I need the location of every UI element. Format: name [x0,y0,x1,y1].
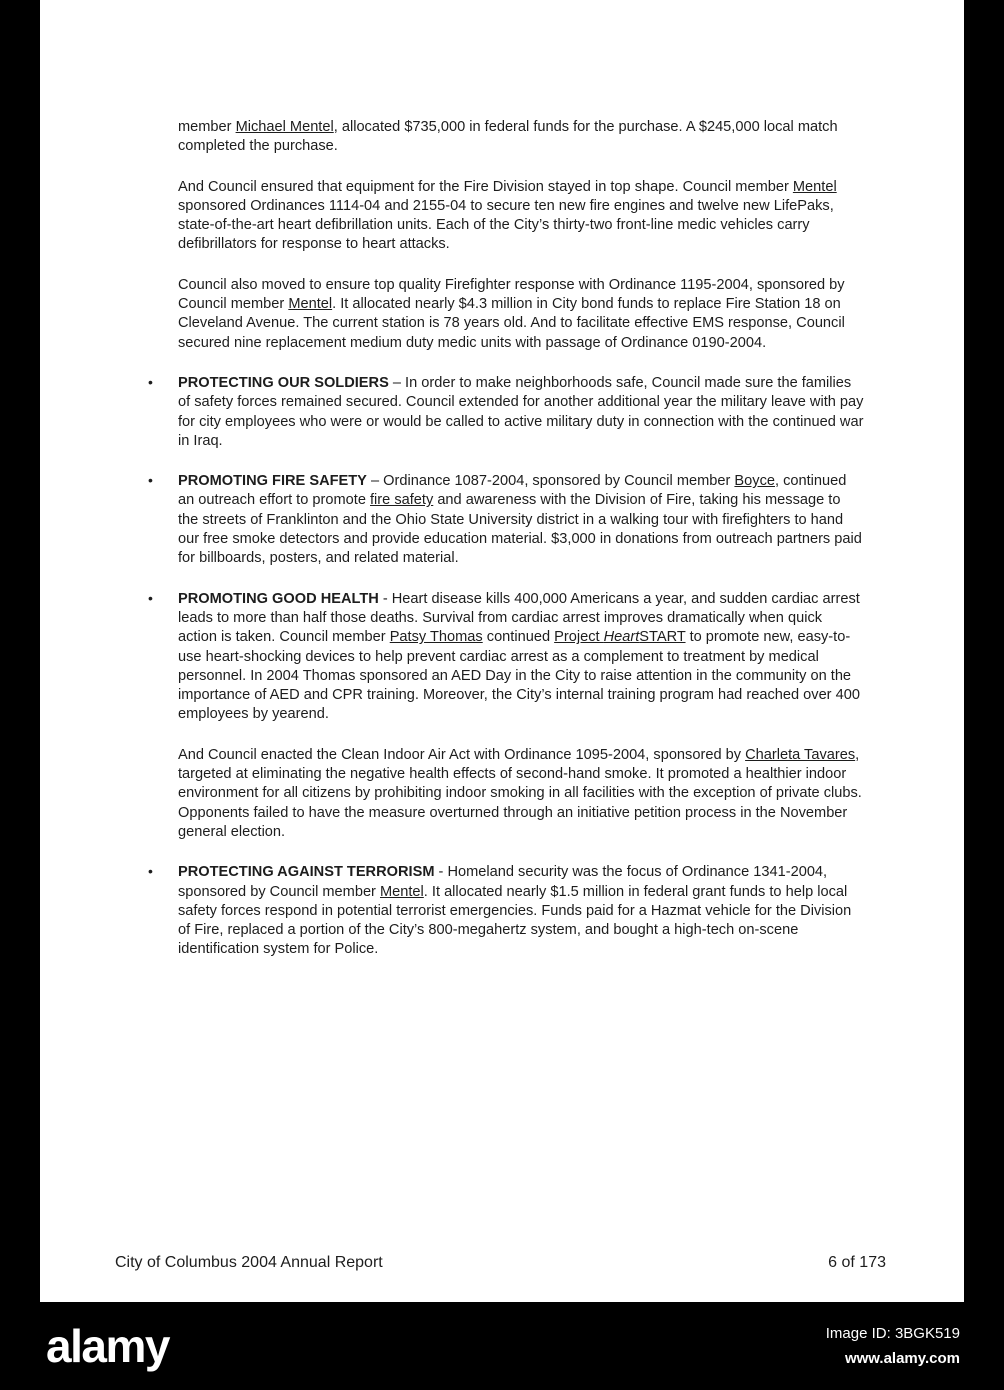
page-footer [115,1254,886,1272]
text-segment: sponsored Ordinances 1114-04 and 2155-04 to secure ten new fire engines and twelve new LifePaks, state-of-the-art heart defibrillation units. Each of the City’s thirty-two front-line medic vehicles carry defibrillators for response to heart attacks. [178,197,834,253]
text-segment: - Heart disease kills 400,000 Americans a year, and sudden cardiac arrest leads to more than half those deaths. Survival from cardiac arrest improves dramatically when quick action is taken. Council member [178,590,860,646]
document-page [40,0,964,1302]
text-segment: Michael Mentel [235,119,334,135]
text-segment: , targeted at eliminating the negative health effects of second-hand smoke. It promoted a healthier indoor environment for all citizens by prohibiting indoor smoking in all facilities with the exception of private clubs. Opponents failed to have the measure overturned through an initiative petition process in the November general election. [178,746,862,840]
paragraph [178,178,864,255]
text-segment: Mentel [792,178,837,195]
document-content [148,118,864,981]
text-segment: and awareness with the Division of Fire, taking his message to the streets of Franklinton and the Ohio State University district in a walking tour with firefighters to hand our free smoke detectors and provide education material. $3,000 in donations from outreach partners paid for billboards, posters, and related material. [178,492,862,567]
right-black-bar [964,0,1004,1302]
text-segment: Heart [603,629,640,646]
bullet-marker-icon: • [148,373,153,390]
bullet-item [148,373,864,451]
text-segment: continued [482,629,555,646]
text-segment: . It allocated nearly $4.3 million in City bond funds to replace Fire Station 18 on Cleveland Avenue. The current station is 78 years old. And to facilitate effective EMS response, Council secured nine replacement medium duty medic units with passage of Ordinance 0190-2004. [178,296,845,351]
alamy-logo: alamy [46,1320,169,1372]
text-segment: – In order to make neighborhoods safe, Council made sure the families of safety forces remained secured. Council extended for another additional year the military leave with pay for city employees who were or would be called to active military duty in connection with the continued war in Iraq. [178,374,864,449]
text-segment: member [178,119,236,135]
text-segment: PROTECTING AGAINST TERRORISM [178,864,435,881]
text-segment: And Council enacted the Clean Indoor Air Act with Ordinance 1095-2004, sponsored by [178,746,746,763]
text-segment: fire safety [370,492,434,509]
text-segment: PROTECTING OUR SOLDIERS [178,374,389,391]
text-segment: , continued an outreach effort to promote [178,473,847,509]
text-segment: And Council ensured that equipment for the Fire Division stayed in top shape. Council member [178,178,793,195]
footer-page-number: 6 of 173 [828,1254,886,1271]
watermark-bar [0,1302,1004,1390]
bullet-marker-icon: • [148,472,153,489]
watermark-info [826,1321,960,1372]
text-segment: Mentel [288,296,333,313]
text-segment: Boyce [734,473,775,490]
bullet-marker-icon: • [148,863,153,880]
bullet-item [148,863,864,959]
text-segment: – Ordinance 1087-2004, sponsored by Council member [366,473,735,490]
watermark-url: www.alamy.com [844,1350,960,1367]
text-segment: Project [554,629,604,646]
text-segment: PROMOTING GOOD HEALTH [178,590,379,607]
text-segment: Patsy Thomas [389,629,483,646]
text-segment: PROMOTING FIRE SAFETY [178,473,367,490]
footer-report-title: City of Columbus 2004 Annual Report [115,1254,383,1271]
paragraph [178,118,864,157]
bullet-item [148,472,864,568]
text-segment: - Homeland security was the focus of Ordinance 1341-2004, sponsored by Council member [178,864,828,900]
paragraph [178,746,864,842]
paragraph [178,276,864,353]
left-black-bar [0,0,40,1302]
text-segment: to promote new, easy-to-use heart-shocking devices to help prevent cardiac arrest as a complement to treatment by medical personnel. In 2004 Thomas sponsored an AED Day in the City to raise attention in the community on the importance of AED and CPR training. Moreover, the City’s internal training program had reached over 400 employees by yearend. [178,629,860,723]
image-id-text: Image ID: 3BGK519 [825,1324,960,1342]
text-segment: Mentel [379,883,424,900]
bullet-marker-icon: • [148,589,153,606]
text-segment: Council also moved to ensure top quality Firefighter response with Ordinance 1195-2004, sponsored by Council member [178,276,845,313]
text-segment: . It allocated nearly $1.5 million in federal grant funds to help local safety forces respond in potential terrorist emergencies. Funds paid for a Hazmat vehicle for the Division of Fire, replaced a portion of the City’s 800-megahertz system, and bought a high-tech on-scene identification system for Police. [178,883,852,958]
text-segment: , allocated $735,000 in federal funds for the purchase. A $245,000 local match completed the purchase. [178,119,838,155]
text-segment: Charleta Tavares [745,746,856,763]
text-segment: START [639,629,686,646]
bullet-item [148,589,864,725]
